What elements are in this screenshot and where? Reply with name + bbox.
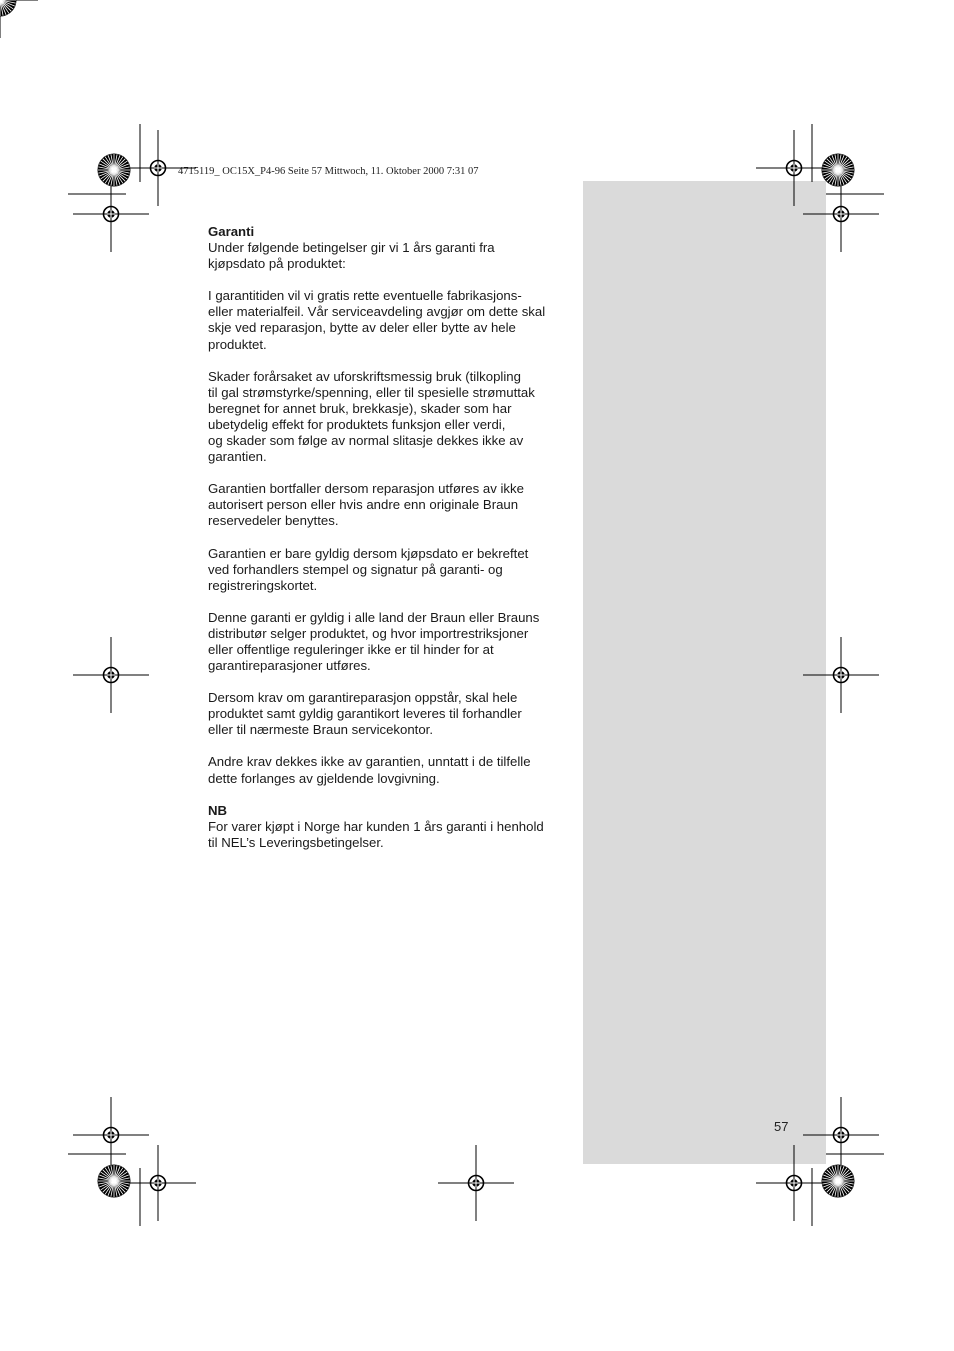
registration-mark-icon	[120, 1145, 196, 1221]
paragraph: Garantien bortfaller dersom reparasjon utføres av ikke autorisert person eller hvis andre enn originale Braun reservedeler benyttes.	[208, 481, 524, 529]
note-heading: NB	[208, 802, 228, 818]
print-slug: 4715119_ OC15X_P4-96 Seite 57 Mittwoch, 11. Oktober 2000 7:31 07	[178, 166, 479, 177]
color-starburst-icon	[822, 1165, 855, 1198]
color-starburst-icon	[98, 154, 131, 187]
section-heading: Garanti	[208, 224, 255, 239]
paragraph: Garantien er bare gyldig dersom kjøpsdato er bekreftet ved forhandlers stempel og signatur på garanti- og registreringskortet.	[208, 545, 529, 593]
color-starburst-icon	[822, 154, 855, 187]
paragraph: I garantitiden vil vi gratis rette eventuelle fabrikasjons- eller materialfeil. Vår serviceavdeling avgjør om dette skal skje ved reparasjon, bytte av deler eller bytte av hele produktet.	[208, 288, 546, 352]
paragraph: Skader forårsaket av uforskriftsmessig bruk (tilkopling til gal strømstyrke/spenning, eller til spesielle strømuttak beregnet for annet bruk, brekkasje), skader som har ubetydelig effekt for produktets funksjon eller verdi, og skader som følge av normal slitasje dekkes ikke av garantien.	[208, 368, 535, 465]
registration-mark-icon	[756, 1145, 832, 1221]
paragraph: Denne garanti er gyldig i alle land der Braun eller Brauns distributør selger produktet, og hvor importrestriksjoner eller offentlige reguleringer ikke er til hinder for at garantireparasjoner utføres.	[208, 609, 540, 674]
registration-mark-icon	[120, 130, 196, 206]
registration-mark-icon	[73, 637, 149, 713]
color-starburst-icon	[0, 0, 17, 17]
color-starburst-icon	[98, 1165, 131, 1198]
registration-mark-icon	[73, 176, 149, 252]
crop-mark-icon	[68, 124, 884, 1226]
registration-mark-icon	[803, 176, 879, 252]
page-number: 57	[774, 1119, 789, 1134]
paragraph: Under følgende betingelser gir vi 1 års garanti fra kjøpsdato på produktet:	[208, 240, 495, 272]
registration-mark-icon	[73, 1097, 149, 1173]
registration-mark-icon	[438, 1145, 514, 1221]
registration-mark-icon	[756, 130, 832, 206]
paragraph: Dersom krav om garantireparasjon oppstår, skal hele produktet samt gyldig garantikort leveres til forhandler eller til nærmeste Braun servicekontor.	[208, 690, 522, 738]
note-text: For varer kjøpt i Norge har kunden 1 års garanti i henhold til NEL’s Leveringsbetingelser.	[208, 818, 544, 850]
registration-mark-icon	[803, 637, 879, 713]
registration-mark-icon	[803, 1097, 879, 1173]
paragraph: Andre krav dekkes ikke av garantien, unntatt i de tilfelle dette forlanges av gjeldende lovgivning.	[208, 754, 531, 786]
